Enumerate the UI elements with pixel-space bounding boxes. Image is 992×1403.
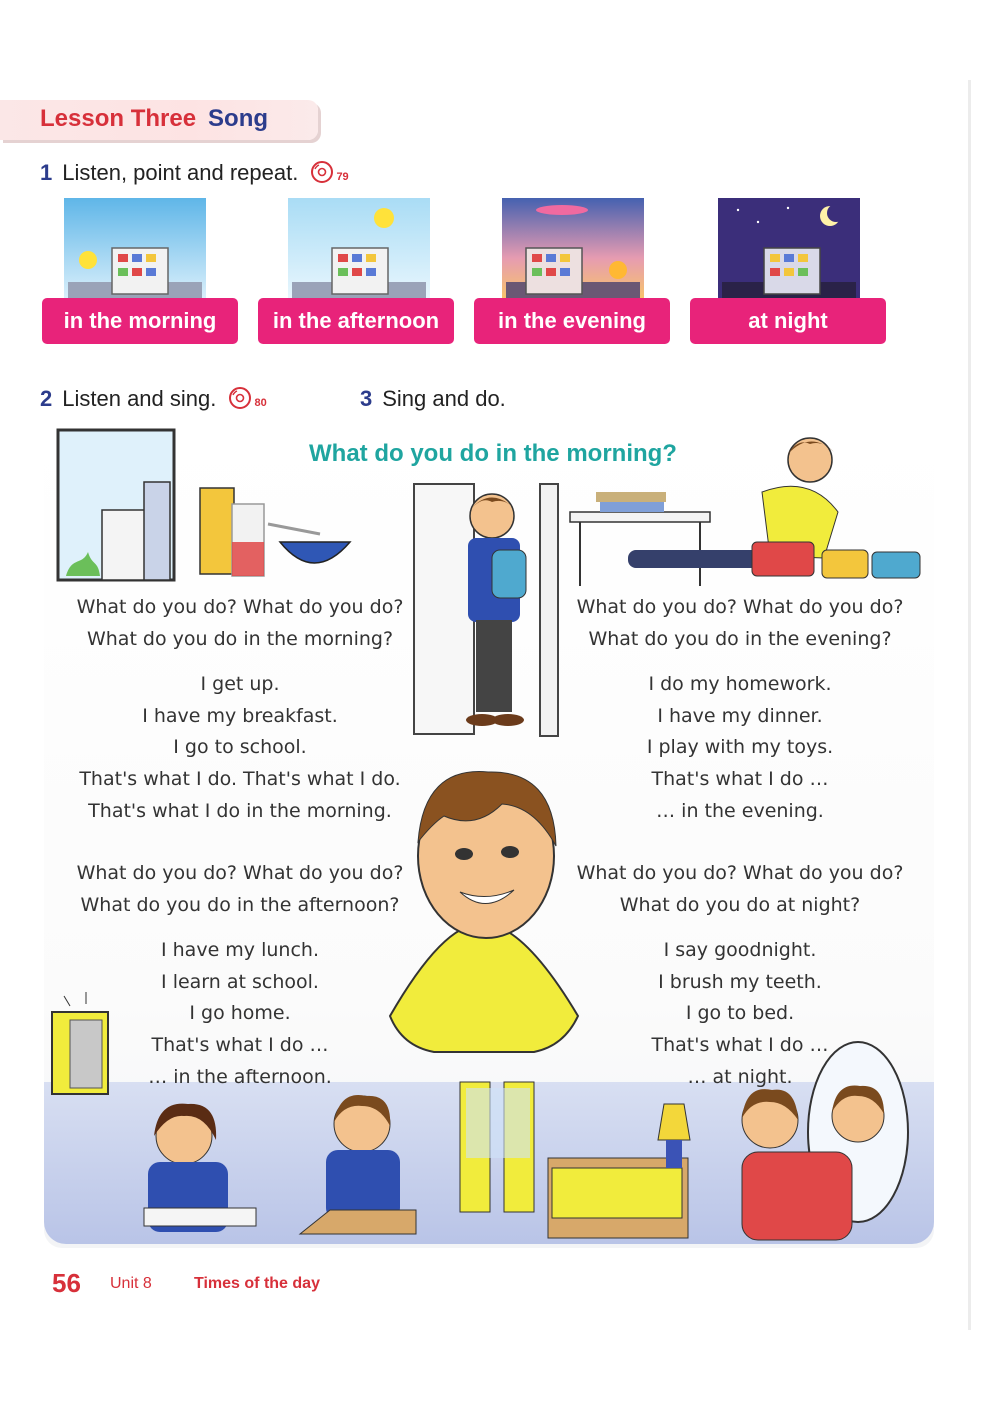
- verse-line: What do you do at night?: [619, 893, 861, 916]
- song-title: [0, 440, 992, 468]
- afternoon-picture: [288, 198, 430, 298]
- morning-picture: [64, 198, 206, 298]
- audio-cd-icon[interactable]: [228, 386, 252, 416]
- verse-line: I learn at school.: [161, 970, 319, 993]
- activity-1-text: Listen, point and repeat.: [62, 160, 299, 185]
- label-night[interactable]: at night: [690, 298, 886, 344]
- verse-line: That's what I do. That's what I do.: [79, 767, 401, 790]
- verse-line: I go home.: [189, 1002, 291, 1025]
- label-morning[interactable]: in the morning: [42, 298, 238, 344]
- verse-line: That's what I do …: [651, 1033, 829, 1056]
- unit-title: Times of the day: [194, 1275, 320, 1292]
- activity-2-instruction: [40, 386, 267, 416]
- verse-line: I do my homework.: [648, 673, 832, 696]
- verse-line: What do you do? What do you do?: [576, 596, 904, 618]
- verse-line: That's what I do in the morning.: [88, 799, 392, 822]
- verse-afternoon: [40, 858, 440, 1093]
- lesson-header: [0, 100, 318, 140]
- verse-line: I get up.: [200, 673, 280, 696]
- activity-3-text: Sing and do.: [382, 386, 506, 411]
- verse-line: I have my dinner.: [657, 704, 823, 727]
- activity-2-number: 2: [40, 386, 53, 411]
- verse-line: … at night.: [687, 1065, 793, 1088]
- verse-line: That's what I do …: [151, 1033, 329, 1056]
- verse-line: That's what I do …: [651, 767, 829, 790]
- label-afternoon[interactable]: in the afternoon: [258, 298, 454, 344]
- lesson-number: Lesson Three: [40, 105, 197, 132]
- verse-line: I go to bed.: [685, 1002, 795, 1025]
- verse-line: What do you do? What do you do?: [576, 862, 904, 884]
- page-number: 56: [52, 1268, 81, 1298]
- audio-cd-icon[interactable]: [310, 160, 334, 190]
- verse-line: … in the evening.: [656, 799, 824, 822]
- activity-1-instruction: [40, 160, 349, 190]
- unit-label: Unit 8: [110, 1275, 152, 1292]
- verse-line: I brush my teeth.: [658, 970, 822, 993]
- audio-track-number: 79: [336, 171, 349, 183]
- verse-night: [540, 858, 940, 1093]
- verse-evening: [540, 592, 940, 827]
- audio-track-number: 80: [254, 397, 267, 409]
- verse-line: I say goodnight.: [663, 939, 817, 962]
- verse-line: What do you do in the afternoon?: [80, 893, 400, 916]
- activity-3-instruction: [360, 386, 506, 412]
- verse-line: What do you do in the evening?: [588, 627, 892, 650]
- evening-picture: [502, 198, 644, 298]
- verse-line: What do you do? What do you do?: [76, 862, 404, 884]
- verse-line: What do you do? What do you do?: [76, 596, 404, 618]
- verse-line: … in the afternoon.: [148, 1065, 332, 1088]
- page-edge: [968, 80, 971, 1330]
- verse-line: What do you do in the morning?: [86, 627, 394, 650]
- school-children-illustration: [130, 1092, 420, 1242]
- label-evening[interactable]: in the evening: [474, 298, 670, 344]
- activity-3-number: 3: [360, 386, 373, 411]
- activity-1-number: 1: [40, 160, 53, 185]
- verse-line: I go to school.: [173, 736, 307, 759]
- verse-line: I have my breakfast.: [142, 704, 338, 727]
- verse-line: I have my lunch.: [161, 939, 319, 962]
- verse-line: I play with my toys.: [646, 736, 834, 759]
- night-picture: [718, 198, 860, 298]
- lesson-type: Song: [208, 105, 269, 132]
- verse-morning: [40, 592, 440, 827]
- song-title-text: What do you do in the morning?: [309, 440, 677, 467]
- activity-2-text: Listen and sing.: [62, 386, 217, 411]
